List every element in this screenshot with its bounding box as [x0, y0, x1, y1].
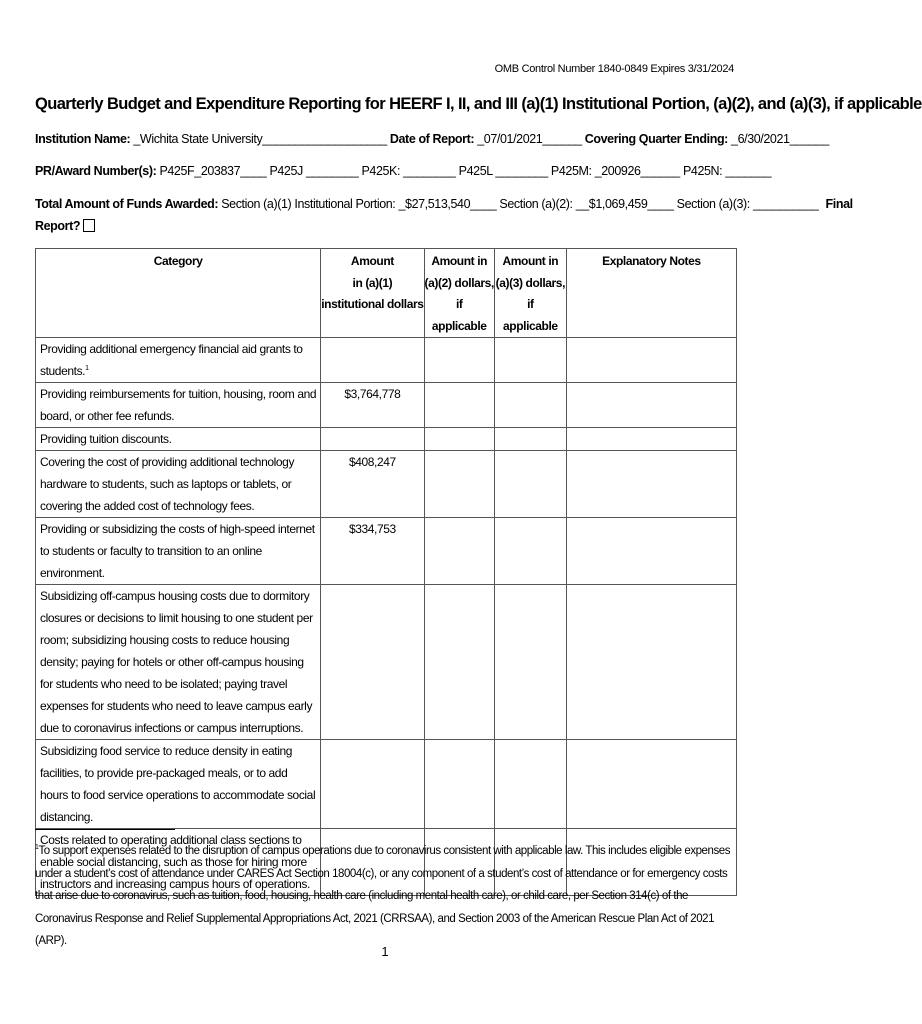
row-notes[interactable]	[566, 518, 736, 585]
p425l-label: P425L	[458, 164, 493, 178]
row-amount-a1[interactable]	[321, 740, 424, 829]
row-category: Covering the cost of providing additional technology hardware to students, such as laptops or tablets, or covering the added cost of technology fees.	[36, 451, 321, 518]
section-a1-label: Section (a)(1) Institutional Portion:	[221, 197, 396, 211]
row-amount-a3[interactable]	[494, 428, 566, 451]
p425j-value[interactable]: ________	[305, 164, 359, 178]
institution-line: Institution Name: _Wichita State University___________________ Date of Report: _07/01/2021______ Covering Quarter Ending: _6/30/2021______	[35, 132, 829, 146]
header-amount-a3	[494, 249, 566, 338]
covering-quarter-value[interactable]: _6/30/2021______	[731, 132, 829, 146]
row-amount-a1[interactable]	[321, 338, 424, 383]
page-number: 1	[381, 944, 389, 959]
row-amount-a1[interactable]	[321, 585, 424, 740]
row-category: Costs related to operating additional class sections to enable social distancing, such as those for hiring more instructors and increasing campus hours of operations.	[36, 829, 321, 896]
award-numbers-line	[35, 164, 772, 178]
row-notes[interactable]	[566, 338, 736, 383]
table-row	[36, 428, 737, 451]
row-amount-a2[interactable]	[424, 338, 494, 383]
header-a3-line: (a)(3) dollars,	[495, 275, 566, 290]
institution-name-label: Institution Name	[35, 132, 127, 146]
header-a1-line: institutional dollars	[321, 297, 424, 311]
p425j-label: P425J	[269, 164, 303, 178]
row-amount-a1[interactable]: $408,247	[321, 451, 424, 518]
table-row	[36, 740, 737, 829]
p425f-label: P425F	[159, 164, 195, 178]
row-amount-a3[interactable]	[494, 585, 566, 740]
row-amount-a3[interactable]	[494, 383, 566, 428]
covering-quarter-label: Covering Quarter Ending:	[584, 132, 728, 146]
footnote-reference[interactable]: 1	[85, 365, 89, 372]
institution-name-value[interactable]: _Wichita State University___________________	[133, 132, 387, 146]
table-row	[36, 518, 737, 585]
row-amount-a3[interactable]	[494, 338, 566, 383]
section-a2-value[interactable]: __$1,069,459____	[575, 197, 674, 211]
row-category: Subsidizing food service to reduce density in eating facilities, to provide pre-packaged meals, or to add hours to food service operations to accommodate social distancing.	[36, 740, 321, 829]
footnote	[35, 840, 740, 953]
section-a3-label: Section (a)(3):	[676, 197, 750, 211]
footnote-marker: 1	[35, 844, 39, 851]
final-report-line	[35, 219, 735, 233]
p425k-label: P425K:	[361, 164, 401, 178]
row-category: Providing reimbursements for tuition, housing, room and board, or other fee refunds.	[36, 383, 321, 428]
p425n-label: P425N:	[682, 164, 723, 178]
header-a3-line: if applicable	[503, 297, 558, 333]
final-report-checkbox[interactable]	[83, 219, 95, 232]
expenditure-table	[35, 248, 737, 896]
row-notes[interactable]	[566, 740, 736, 829]
category-text: Providing additional emergency financial aid grants to students.	[40, 342, 303, 378]
date-of-report-label: Date of Report	[389, 132, 471, 146]
row-amount-a2[interactable]	[424, 585, 494, 740]
footnote-text: To support expenses related to the disruption of campus operations due to coronavirus consistent with applicable law. This includes eligible expenses under a student’s cost of attendance under CARES Act Section 18004(c), or any component of a student’s cost of attendance or for emergency costs that arise due to coronavirus, such as tuition, food, housing, health care (including mental health care), or child care, per Section 314(c) of the Coronavirus Response and Relief Supplemental Appropriations Act, 2021 (CRRSAA), and Section 2003 of the American Rescue Plan Act of 2021 (ARP).	[35, 845, 730, 947]
header-category: Category	[36, 249, 321, 338]
header-amount-a1	[321, 249, 424, 338]
omb-control-number: OMB Control Number 1840-0849 Expires 3/31/2024	[494, 63, 734, 75]
page-title: Quarterly Budget and Expenditure Reporting for HEERF I, II, and III (a)(1) Institutional Portion, (a)(2), and (a)(3), if applicable	[35, 95, 922, 113]
header-a1-line: in (a)(1)	[352, 275, 393, 290]
row-amount-a2[interactable]	[424, 383, 494, 428]
section-a1-value[interactable]: _$27,513,540____	[398, 197, 497, 211]
row-notes[interactable]	[566, 585, 736, 740]
row-category: Subsidizing off-campus housing costs due to dormitory closures or decisions to limit housing to one student per room; subsidizing housing costs to reduce housing density; paying for hotels or other off-campus housing for students who need to be isolated; paying travel expenses for students who need to leave campus early due to coronavirus infections or campus interruptions.	[36, 585, 321, 740]
row-amount-a3[interactable]	[494, 451, 566, 518]
p425m-value[interactable]: _200926______	[594, 164, 680, 178]
table-header-row	[36, 249, 737, 338]
row-category	[36, 338, 321, 383]
header-a3-line: Amount in	[502, 254, 559, 268]
table-row	[36, 383, 737, 428]
row-amount-a1[interactable]	[321, 428, 424, 451]
row-notes[interactable]	[566, 383, 736, 428]
row-notes[interactable]	[566, 451, 736, 518]
header-a1-line: Amount	[350, 254, 394, 268]
section-a3-value[interactable]: __________	[752, 197, 819, 211]
header-amount-a2	[424, 249, 494, 338]
final-report-label: Final	[825, 197, 853, 211]
section-a2-label: Section (a)(2):	[499, 197, 573, 211]
row-amount-a1[interactable]: $3,764,778	[321, 383, 424, 428]
header-a2-line: Amount in	[431, 254, 488, 268]
table-row	[36, 451, 737, 518]
total-funds-label: Total Amount of Funds Awarded:	[35, 197, 219, 211]
row-amount-a3[interactable]	[494, 740, 566, 829]
row-amount-a1[interactable]: $334,753	[321, 518, 424, 585]
award-numbers-label: PR/Award Number(s):	[35, 164, 157, 178]
row-amount-a2[interactable]	[424, 428, 494, 451]
date-of-report-value[interactable]: _07/01/2021______	[477, 132, 582, 146]
p425m-label: P425M:	[550, 164, 592, 178]
p425n-value[interactable]: _______	[725, 164, 772, 178]
table-row	[36, 585, 737, 740]
row-category: Providing or subsidizing the costs of high-speed internet to students or faculty to transition to an online environment.	[36, 518, 321, 585]
row-amount-a2[interactable]	[424, 740, 494, 829]
table-row	[36, 338, 737, 383]
p425k-value[interactable]: ________	[403, 164, 456, 178]
row-amount-a2[interactable]	[424, 518, 494, 585]
header-a2-line: if applicable	[431, 297, 487, 333]
p425l-value[interactable]: ________	[495, 164, 548, 178]
row-amount-a3[interactable]	[494, 518, 566, 585]
p425f-value[interactable]: _203837____	[194, 164, 267, 178]
total-funds-line	[35, 197, 853, 211]
row-category: Providing tuition discounts.	[36, 428, 321, 451]
row-notes[interactable]	[566, 428, 736, 451]
header-explanatory-notes: Explanatory Notes	[566, 249, 736, 338]
header-a2-line: (a)(2) dollars,	[424, 275, 494, 290]
footnote-divider	[35, 829, 175, 830]
final-report-question: Report?	[35, 219, 81, 233]
row-amount-a2[interactable]	[424, 451, 494, 518]
